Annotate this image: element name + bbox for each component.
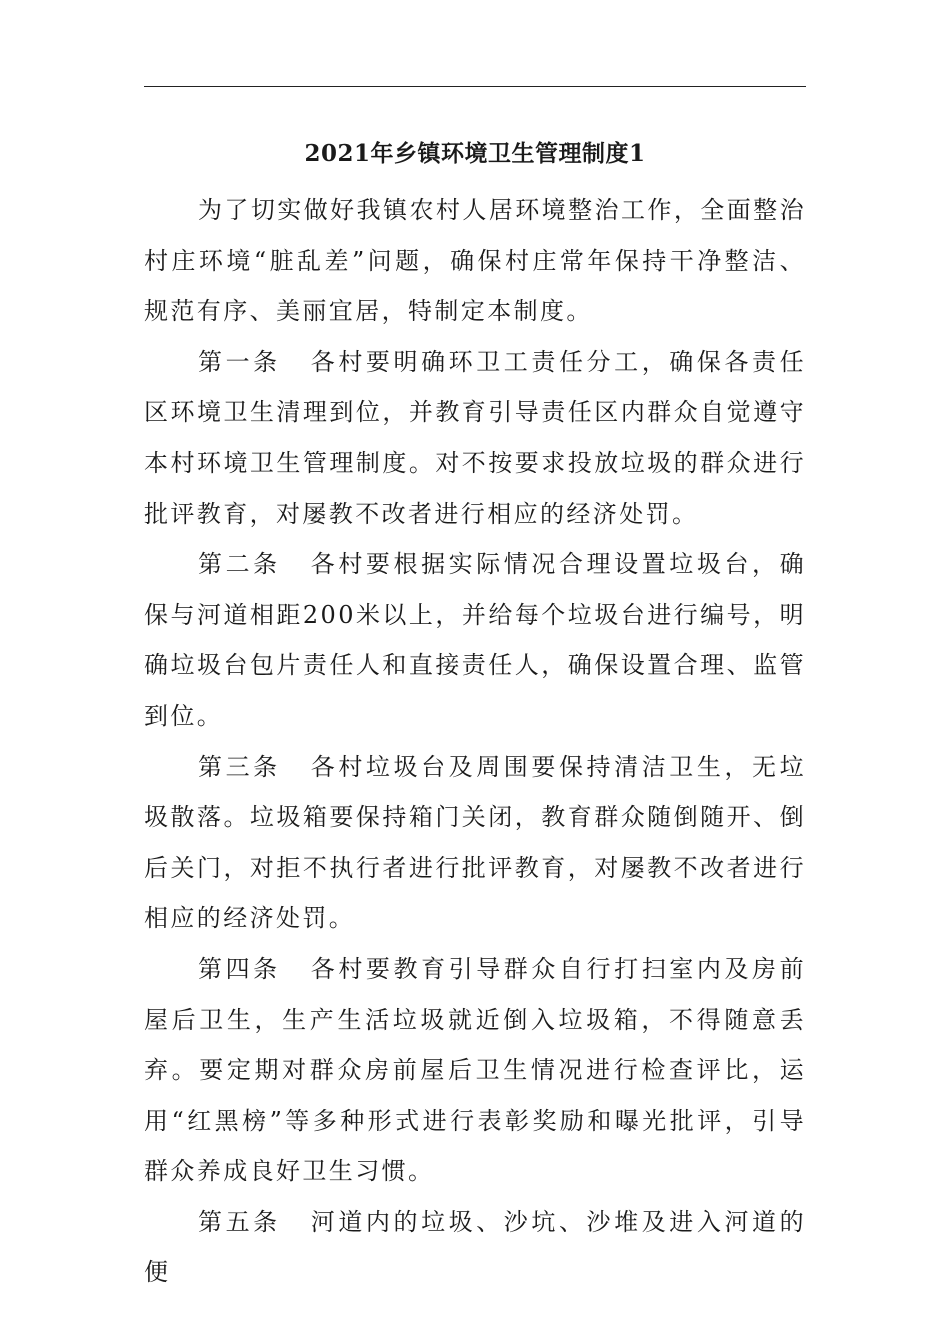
article-5-label: 第五条	[198, 1207, 281, 1236]
article-1-text: 各村要明确环卫工责任分工，确保各责任区环境卫生清理到位，并教育引导责任区内群众自觉遵守本村环境卫生管理制度。对不按要求投放垃圾的群众进行批评教育，对屡教不改者进行相应的经济处罚。	[144, 347, 807, 528]
article-1	[144, 337, 806, 539]
document-body	[144, 185, 806, 1298]
article-4	[144, 944, 806, 1197]
article-4-label: 第四条	[198, 954, 281, 983]
article-2-text: 各村要根据实际情况合理设置垃圾台，确保与河道相距200米以上，并给每个垃圾台进行编号，明确垃圾台包片责任人和直接责任人，确保设置合理、监管到位。	[144, 550, 807, 730]
article-3-label: 第三条	[198, 752, 281, 781]
article-3	[144, 742, 806, 944]
article-3-text: 各村垃圾台及周围要保持清洁卫生，无垃圾散落。垃圾箱要保持箱门关闭，教育群众随倒随开、倒后关门，对拒不执行者进行批评教育，对屡教不改者进行相应的经济处罚。	[144, 752, 807, 933]
article-1-label: 第一条	[198, 347, 281, 376]
document-title: 2021年乡镇环境卫生管理制度1	[304, 140, 646, 167]
article-4-text: 各村要教育引导群众自行打扫室内及房前屋后卫生，生产生活垃圾就近倒入垃圾箱，不得随意丢弃。要定期对群众房前屋后卫生情况进行检查评比，运用“红黑榜”等多种形式进行表彰奖励和曝光批评，引导群众养成良好卫生习惯。	[144, 954, 807, 1186]
article-2-label: 第二条	[198, 550, 281, 579]
intro-paragraph: 为了切实做好我镇农村人居环境整治工作，全面整治村庄环境“脏乱差”问题，确保村庄常年保持干净整洁、规范有序、美丽宜居，特制定本制度。	[144, 196, 806, 326]
article-5	[144, 1197, 806, 1298]
article-5-text: 河道内的垃圾、沙坑、沙堆及进入河道的便	[144, 1207, 807, 1287]
article-2	[144, 539, 806, 741]
header-rule	[144, 86, 806, 87]
